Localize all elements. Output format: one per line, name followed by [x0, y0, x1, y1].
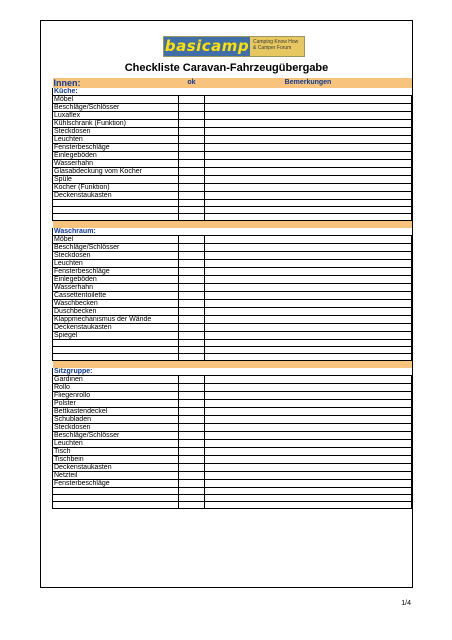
remarks-cell[interactable] [205, 463, 412, 471]
ok-cell[interactable] [179, 267, 205, 275]
checklist-row [53, 214, 412, 221]
remarks-cell[interactable] [205, 168, 412, 176]
remarks-cell[interactable] [205, 447, 412, 455]
checklist-row [53, 144, 412, 152]
checklist-row [53, 339, 412, 346]
checklist-row [53, 471, 412, 479]
remarks-cell[interactable] [205, 120, 412, 128]
checklist-item-label: Wasserhahn [53, 160, 179, 168]
checklist-row [53, 383, 412, 391]
checklist-row [53, 415, 412, 423]
remarks-cell[interactable] [205, 439, 412, 447]
checklist-item-label: Beschläge/Schlösser [53, 431, 179, 439]
ok-cell[interactable] [179, 200, 205, 207]
table-header-row [53, 78, 412, 88]
ok-cell[interactable] [179, 315, 205, 323]
ok-cell[interactable] [179, 346, 205, 353]
checklist-row [53, 455, 412, 463]
checklist-item-label [53, 353, 179, 360]
ok-cell[interactable] [179, 391, 205, 399]
header-ok-label: ok [179, 78, 205, 88]
checklist-row [53, 184, 412, 192]
checklist-row [53, 431, 412, 439]
checklist-row [53, 104, 412, 112]
remarks-cell[interactable] [205, 415, 412, 423]
logo-subtitle-line: & Camper Forum [253, 45, 292, 51]
page-number: 1/4 [401, 600, 411, 607]
ok-cell[interactable] [179, 323, 205, 331]
remarks-cell[interactable] [205, 315, 412, 323]
ok-cell[interactable] [179, 235, 205, 243]
ok-cell[interactable] [179, 399, 205, 407]
checklist-item-label [53, 501, 179, 508]
checklist-row [53, 479, 412, 487]
ok-cell[interactable] [179, 479, 205, 487]
ok-cell[interactable] [179, 331, 205, 339]
checklist-item-label: Spiegel [53, 331, 179, 339]
ok-cell[interactable] [179, 168, 205, 176]
remarks-cell[interactable] [205, 423, 412, 431]
checklist-item-label: Tischbein [53, 455, 179, 463]
ok-cell[interactable] [179, 455, 205, 463]
section-heading-row [53, 228, 412, 236]
checklist-item-label: Beschläge/Schlösser [53, 104, 179, 112]
ok-cell[interactable] [179, 339, 205, 346]
remarks-cell[interactable] [205, 383, 412, 391]
checklist-item-label: Leuchten [53, 259, 179, 267]
remarks-cell[interactable] [205, 494, 412, 501]
checklist-row [53, 407, 412, 415]
remarks-cell[interactable] [205, 259, 412, 267]
ok-cell[interactable] [179, 214, 205, 221]
ok-cell[interactable] [179, 243, 205, 251]
ok-cell[interactable] [179, 144, 205, 152]
remarks-cell[interactable] [205, 307, 412, 315]
checklist-item-label: Steckdosen [53, 423, 179, 431]
checklist-item-label [53, 494, 179, 501]
remarks-cell[interactable] [205, 251, 412, 259]
remarks-cell[interactable] [205, 152, 412, 160]
remarks-cell[interactable] [205, 399, 412, 407]
checklist-row [53, 463, 412, 471]
ok-cell[interactable] [179, 259, 205, 267]
ok-cell[interactable] [179, 128, 205, 136]
checklist-item-label: Rollo [53, 383, 179, 391]
checklist-item-label: Schubladen [53, 415, 179, 423]
ok-cell[interactable] [179, 501, 205, 508]
basicamp-logo [163, 36, 305, 57]
ok-cell[interactable] [179, 251, 205, 259]
checklist-row [53, 323, 412, 331]
checklist-row [53, 375, 412, 383]
ok-cell[interactable] [179, 383, 205, 391]
remarks-cell[interactable] [205, 331, 412, 339]
ok-cell[interactable] [179, 423, 205, 431]
remarks-cell[interactable] [205, 200, 412, 207]
checklist-row [53, 152, 412, 160]
checklist-item-label: Möbel [53, 96, 179, 104]
checklist-row [53, 346, 412, 353]
checklist-row [53, 283, 412, 291]
logo-subtitle [250, 37, 304, 56]
checklist-row [53, 315, 412, 323]
ok-cell[interactable] [179, 291, 205, 299]
header-section-label: Innen: [53, 78, 179, 88]
remarks-cell[interactable] [205, 128, 412, 136]
checklist-row [53, 331, 412, 339]
checklist-row [53, 291, 412, 299]
ok-cell[interactable] [179, 494, 205, 501]
ok-cell[interactable] [179, 275, 205, 283]
checklist-row [53, 501, 412, 508]
checklist-row [53, 447, 412, 455]
checklist-item-label: Gardinen [53, 375, 179, 383]
ok-cell[interactable] [179, 136, 205, 144]
ok-cell[interactable] [179, 299, 205, 307]
checklist-row [53, 128, 412, 136]
logo-subtitle-line: Camping Know How [253, 39, 299, 45]
checklist-item-label: Spüle [53, 176, 179, 184]
checklist-item-label [53, 339, 179, 346]
checklist-item-label [53, 207, 179, 214]
section-heading: Küche: [53, 88, 179, 96]
ok-cell[interactable] [179, 283, 205, 291]
checklist-row [53, 259, 412, 267]
remarks-cell[interactable] [205, 353, 412, 360]
checklist-row [53, 235, 412, 243]
ok-cell[interactable] [179, 192, 205, 200]
checklist-item-label: Bettkastendeckel [53, 407, 179, 415]
checklist-item-label: Fensterbeschläge [53, 144, 179, 152]
checklist-item-label: Fliegenrollo [53, 391, 179, 399]
remarks-cell[interactable] [205, 275, 412, 283]
checklist-item-label: Einlegeböden [53, 152, 179, 160]
checklist-row [53, 494, 412, 501]
remarks-cell[interactable] [205, 104, 412, 112]
remarks-cell[interactable] [205, 207, 412, 214]
ok-cell[interactable] [179, 112, 205, 120]
section-separator [53, 221, 412, 228]
checklist-item-label: Klappmechanismus der Wände [53, 315, 179, 323]
checklist-row [53, 200, 412, 207]
checklist-item-label: Kühlschrank (Funktion) [53, 120, 179, 128]
checklist-row [53, 207, 412, 214]
remarks-cell[interactable] [205, 136, 412, 144]
ok-cell[interactable] [179, 152, 205, 160]
checklist-row [53, 487, 412, 494]
ok-cell[interactable] [179, 471, 205, 479]
section-heading: Waschraum: [53, 228, 179, 236]
checklist-item-label: Glasabdeckung vom Kocher [53, 168, 179, 176]
checklist-item-label: Fensterbeschläge [53, 479, 179, 487]
checklist-item-label: Netzteil [53, 471, 179, 479]
document-title: Checkliste Caravan-Fahrzeugübergabe [124, 62, 329, 74]
ok-cell[interactable] [179, 120, 205, 128]
checklist-item-label: Tisch [53, 447, 179, 455]
checklist-item-label [53, 346, 179, 353]
remarks-cell[interactable] [205, 471, 412, 479]
remarks-cell[interactable] [205, 339, 412, 346]
remarks-cell[interactable] [205, 455, 412, 463]
remarks-cell[interactable] [205, 479, 412, 487]
ok-cell[interactable] [179, 407, 205, 415]
checklist-row [53, 112, 412, 120]
section-separator [53, 361, 412, 368]
remarks-cell[interactable] [205, 431, 412, 439]
remarks-cell[interactable] [205, 214, 412, 221]
checklist-item-label: Steckdosen [53, 128, 179, 136]
remarks-cell[interactable] [205, 283, 412, 291]
checklist-item-label: Leuchten [53, 439, 179, 447]
ok-cell[interactable] [179, 184, 205, 192]
checklist-row [53, 307, 412, 315]
checklist-item-label: Wasserhahn [53, 283, 179, 291]
checklist-item-label [53, 200, 179, 207]
checklist-item-label [53, 487, 179, 494]
checklist-row [53, 243, 412, 251]
checklist-row [53, 353, 412, 360]
checklist-item-label: Cassettentoilette [53, 291, 179, 299]
remarks-cell[interactable] [205, 391, 412, 399]
section-heading: Sitzgruppe: [53, 368, 179, 376]
checklist-row [53, 160, 412, 168]
checklist-item-label [53, 214, 179, 221]
ok-cell[interactable] [179, 307, 205, 315]
checklist-item-label: Einlegeböden [53, 275, 179, 283]
checklist-item-label: Waschbecken [53, 299, 179, 307]
remarks-cell[interactable] [205, 291, 412, 299]
checklist-row [53, 120, 412, 128]
section-heading-row [53, 368, 412, 376]
remarks-cell[interactable] [205, 267, 412, 275]
checklist-item-label: Deckenstaukasten [53, 463, 179, 471]
remarks-cell[interactable] [205, 144, 412, 152]
checklist-item-label: Steckdosen [53, 251, 179, 259]
remarks-cell[interactable] [205, 112, 412, 120]
remarks-cell[interactable] [205, 375, 412, 383]
checklist-item-label: Fensterbeschläge [53, 267, 179, 275]
remarks-cell[interactable] [205, 501, 412, 508]
remarks-cell[interactable] [205, 299, 412, 307]
checklist-row [53, 423, 412, 431]
checklist-item-label: Beschläge/Schlösser [53, 243, 179, 251]
section-heading-row [53, 88, 412, 96]
remarks-cell[interactable] [205, 323, 412, 331]
remarks-cell[interactable] [205, 235, 412, 243]
remarks-cell[interactable] [205, 346, 412, 353]
ok-cell[interactable] [179, 431, 205, 439]
remarks-cell[interactable] [205, 96, 412, 104]
checklist-row [53, 439, 412, 447]
checklist-item-label: Kocher (Funktion) [53, 184, 179, 192]
ok-cell[interactable] [179, 96, 205, 104]
ok-cell[interactable] [179, 207, 205, 214]
checklist-item-label: Luxaflex [53, 112, 179, 120]
ok-cell[interactable] [179, 104, 205, 112]
remarks-cell[interactable] [205, 407, 412, 415]
remarks-cell[interactable] [205, 487, 412, 494]
checklist-row [53, 136, 412, 144]
checklist-row [53, 176, 412, 184]
ok-cell[interactable] [179, 160, 205, 168]
checklist-item-label: Deckenstaukasten [53, 323, 179, 331]
checklist-item-label: Duschbecken [53, 307, 179, 315]
ok-cell[interactable] [179, 447, 205, 455]
ok-cell[interactable] [179, 487, 205, 494]
remarks-cell[interactable] [205, 243, 412, 251]
checklist-row [53, 275, 412, 283]
remarks-cell[interactable] [205, 184, 412, 192]
ok-cell[interactable] [179, 176, 205, 184]
checklist-row [53, 96, 412, 104]
ok-cell[interactable] [179, 463, 205, 471]
header-remarks-label: Bemerkungen [205, 78, 412, 88]
checklist-item-label: Möbel [53, 235, 179, 243]
checklist-row [53, 168, 412, 176]
logo-wordmark: basicamp [164, 37, 250, 55]
remarks-cell[interactable] [205, 176, 412, 184]
checklist-row [53, 192, 412, 200]
checklist-row [53, 299, 412, 307]
ok-cell[interactable] [179, 415, 205, 423]
checklist-row [53, 267, 412, 275]
checklist-item-label: Deckenstaukasten [53, 192, 179, 200]
checklist-item-label: Polster [53, 399, 179, 407]
remarks-cell[interactable] [205, 160, 412, 168]
remarks-cell[interactable] [205, 192, 412, 200]
checklist-row [53, 251, 412, 259]
checklist-row [53, 391, 412, 399]
checklist-item-label: Leuchten [53, 136, 179, 144]
ok-cell[interactable] [179, 353, 205, 360]
ok-cell[interactable] [179, 439, 205, 447]
checklist-row [53, 399, 412, 407]
ok-cell[interactable] [179, 375, 205, 383]
checklist-table [52, 78, 412, 509]
